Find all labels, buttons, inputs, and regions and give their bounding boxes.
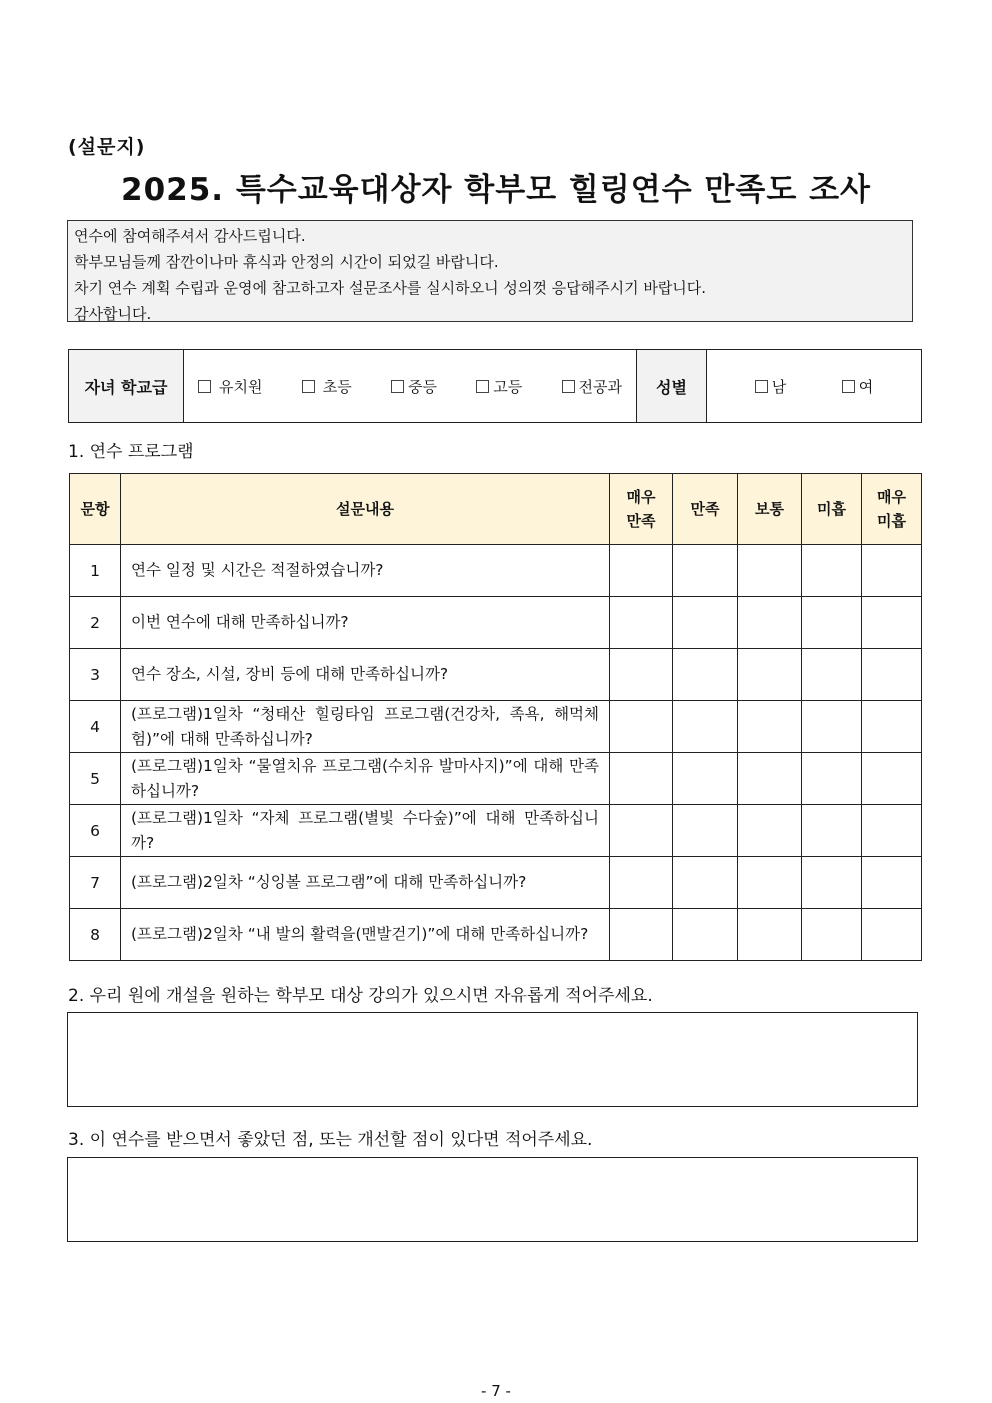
question-number: 5 bbox=[70, 753, 121, 805]
header-poor: 미흡 bbox=[802, 474, 862, 545]
header-very-poor: 매우 미흡 bbox=[862, 474, 922, 545]
table-row bbox=[70, 805, 922, 857]
rating-cell-poor[interactable] bbox=[802, 701, 862, 753]
rating-cell-poor[interactable] bbox=[802, 545, 862, 597]
rating-cell-neutral[interactable] bbox=[738, 545, 802, 597]
rating-cell-very-satisfied[interactable] bbox=[610, 909, 673, 961]
checkbox-icon bbox=[302, 380, 315, 393]
school-level-label: 자녀 학교급 bbox=[69, 350, 184, 423]
question-number: 3 bbox=[70, 649, 121, 701]
section1-title: 1. 연수 프로그램 bbox=[68, 442, 194, 462]
rating-cell-neutral[interactable] bbox=[738, 597, 802, 649]
checkbox-icon bbox=[198, 380, 211, 393]
checkbox-icon bbox=[476, 380, 489, 393]
question-text: (프로그램)1일차 “물열치유 프로그램(수치유 발마사지)”에 대해 만족하십니까? bbox=[121, 753, 610, 805]
intro-line: 차기 연수 계획 수립과 운영에 참고하고자 설문조사를 실시하오니 성의껏 응답해주시기 바랍니다. bbox=[74, 279, 707, 297]
school-option-middle[interactable]: 중등 bbox=[391, 376, 437, 397]
rating-cell-satisfied[interactable] bbox=[673, 909, 738, 961]
rating-cell-very-satisfied[interactable] bbox=[610, 753, 673, 805]
rating-cell-very-satisfied[interactable] bbox=[610, 545, 673, 597]
rating-cell-poor[interactable] bbox=[802, 753, 862, 805]
rating-cell-poor[interactable] bbox=[802, 857, 862, 909]
checkbox-icon bbox=[842, 380, 855, 393]
question-number: 7 bbox=[70, 857, 121, 909]
feedback-answer-box[interactable] bbox=[67, 1157, 918, 1242]
rating-cell-poor[interactable] bbox=[802, 649, 862, 701]
intro-box bbox=[67, 220, 913, 322]
rating-cell-satisfied[interactable] bbox=[673, 701, 738, 753]
section3-title: 3. 이 연수를 받으면서 좋았던 점, 또는 개선할 점이 있다면 적어주세요. bbox=[68, 1130, 593, 1150]
question-text: (프로그램)2일차 “싱잉볼 프로그램”에 대해 만족하십니까? bbox=[121, 857, 610, 909]
rating-cell-very-satisfied[interactable] bbox=[610, 649, 673, 701]
school-option-high[interactable]: 고등 bbox=[476, 376, 522, 397]
table-row bbox=[70, 857, 922, 909]
rating-cell-neutral[interactable] bbox=[738, 805, 802, 857]
rating-cell-poor[interactable] bbox=[802, 909, 862, 961]
rating-cell-very-poor[interactable] bbox=[862, 909, 922, 961]
rating-cell-neutral[interactable] bbox=[738, 753, 802, 805]
gender-options bbox=[707, 350, 922, 423]
question-number: 1 bbox=[70, 545, 121, 597]
question-text: (프로그램)1일차 “청태산 힐링타임 프로그램(건강차, 족욕, 해먹체험)”에 대해 만족하십니까? bbox=[121, 701, 610, 753]
question-text: 연수 장소, 시설, 장비 등에 대해 만족하십니까? bbox=[121, 649, 610, 701]
respondent-info-table bbox=[68, 349, 922, 423]
school-option-major[interactable]: 전공과 bbox=[562, 376, 622, 397]
rating-cell-neutral[interactable] bbox=[738, 649, 802, 701]
table-row bbox=[70, 909, 922, 961]
intro-line: 연수에 참여해주셔서 감사드립니다. bbox=[74, 227, 306, 245]
page-title: 2025. 특수교육대상자 학부모 힐링연수 만족도 조사 bbox=[121, 172, 871, 208]
rating-cell-very-satisfied[interactable] bbox=[610, 701, 673, 753]
school-level-options bbox=[184, 350, 637, 423]
intro-line: 학부모님들께 잠깐이나마 휴식과 안정의 시간이 되었길 바랍니다. bbox=[74, 253, 499, 271]
rating-cell-neutral[interactable] bbox=[738, 701, 802, 753]
header-num: 문항 bbox=[70, 474, 121, 545]
rating-cell-very-poor[interactable] bbox=[862, 805, 922, 857]
lecture-request-answer-box[interactable] bbox=[67, 1012, 918, 1107]
survey-label: (설문지) bbox=[68, 136, 146, 158]
section2-title: 2. 우리 원에 개설을 원하는 학부모 대상 강의가 있으시면 자유롭게 적어주세요. bbox=[68, 986, 653, 1006]
table-row bbox=[70, 753, 922, 805]
checkbox-icon bbox=[391, 380, 404, 393]
checkbox-icon bbox=[755, 380, 768, 393]
rating-cell-satisfied[interactable] bbox=[673, 753, 738, 805]
survey-header-row bbox=[70, 474, 922, 545]
rating-cell-very-satisfied[interactable] bbox=[610, 597, 673, 649]
question-text: (프로그램)2일차 “내 발의 활력을(맨발걷기)”에 대해 만족하십니까? bbox=[121, 909, 610, 961]
rating-cell-satisfied[interactable] bbox=[673, 545, 738, 597]
rating-cell-very-poor[interactable] bbox=[862, 857, 922, 909]
question-text: 이번 연수에 대해 만족하십니까? bbox=[121, 597, 610, 649]
survey-table bbox=[69, 473, 922, 961]
question-text: (프로그램)1일차 “자체 프로그램(별빛 수다숲)”에 대해 만족하십니까? bbox=[121, 805, 610, 857]
question-number: 6 bbox=[70, 805, 121, 857]
question-number: 8 bbox=[70, 909, 121, 961]
gender-option-male[interactable]: 남 bbox=[755, 376, 787, 397]
table-row bbox=[70, 649, 922, 701]
rating-cell-very-poor[interactable] bbox=[862, 545, 922, 597]
header-content: 설문내용 bbox=[121, 474, 610, 545]
page-number: - 7 - bbox=[481, 1382, 511, 1400]
rating-cell-neutral[interactable] bbox=[738, 909, 802, 961]
header-neutral: 보통 bbox=[738, 474, 802, 545]
table-row bbox=[70, 701, 922, 753]
rating-cell-very-satisfied[interactable] bbox=[610, 857, 673, 909]
rating-cell-poor[interactable] bbox=[802, 805, 862, 857]
school-option-elementary[interactable]: 초등 bbox=[302, 376, 352, 397]
rating-cell-very-poor[interactable] bbox=[862, 701, 922, 753]
question-number: 2 bbox=[70, 597, 121, 649]
rating-cell-very-poor[interactable] bbox=[862, 753, 922, 805]
question-number: 4 bbox=[70, 701, 121, 753]
school-option-kindergarten[interactable]: 유치원 bbox=[198, 376, 262, 397]
gender-option-female[interactable]: 여 bbox=[842, 376, 874, 397]
rating-cell-very-satisfied[interactable] bbox=[610, 805, 673, 857]
intro-line: 감사합니다. bbox=[74, 305, 152, 323]
checkbox-icon bbox=[562, 380, 575, 393]
rating-cell-satisfied[interactable] bbox=[673, 597, 738, 649]
question-text: 연수 일정 및 시간은 적절하였습니까? bbox=[121, 545, 610, 597]
rating-cell-very-poor[interactable] bbox=[862, 597, 922, 649]
rating-cell-poor[interactable] bbox=[802, 597, 862, 649]
header-satisfied: 만족 bbox=[673, 474, 738, 545]
table-row bbox=[70, 597, 922, 649]
rating-cell-satisfied[interactable] bbox=[673, 857, 738, 909]
rating-cell-satisfied[interactable] bbox=[673, 649, 738, 701]
header-very-satisfied: 매우 만족 bbox=[610, 474, 673, 545]
rating-cell-neutral[interactable] bbox=[738, 857, 802, 909]
gender-label: 성별 bbox=[637, 350, 707, 423]
table-row bbox=[70, 545, 922, 597]
rating-cell-very-poor[interactable] bbox=[862, 649, 922, 701]
rating-cell-satisfied[interactable] bbox=[673, 805, 738, 857]
